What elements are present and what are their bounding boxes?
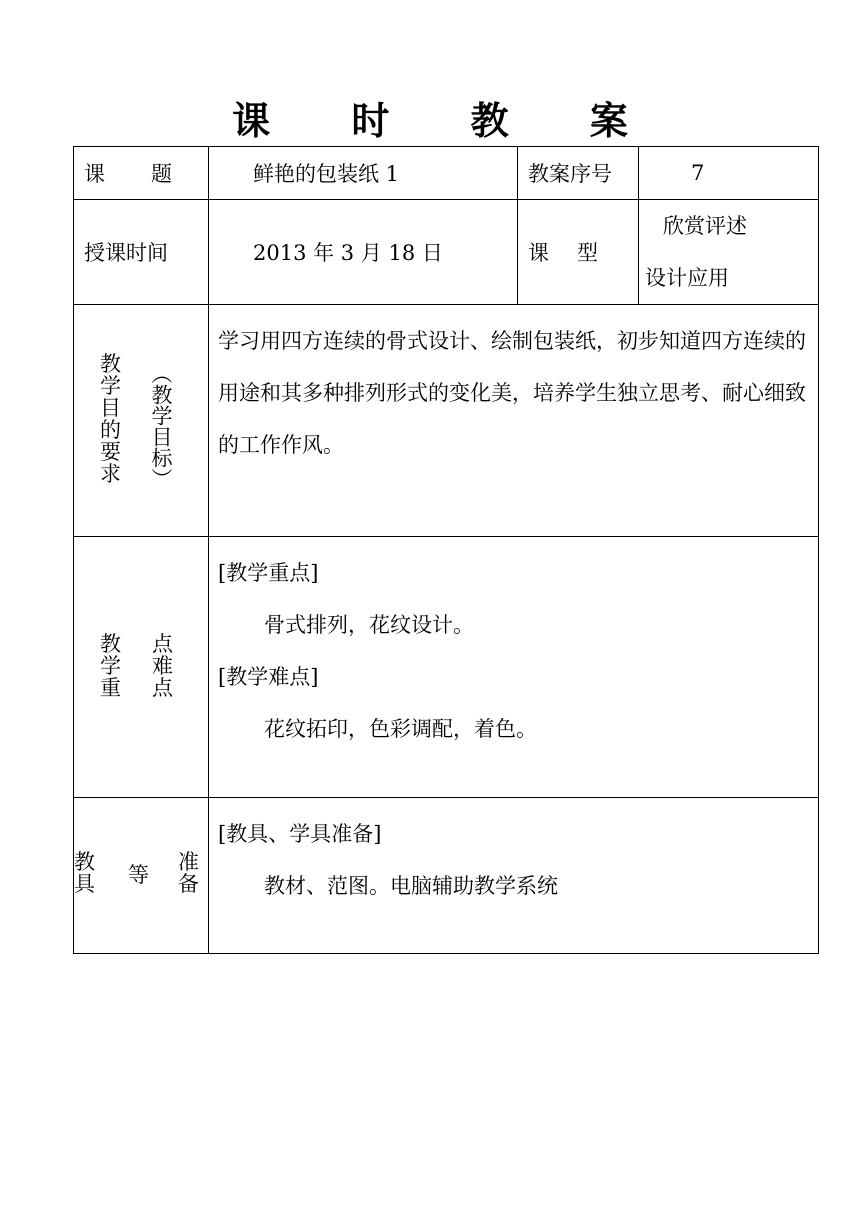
materials-label-mid: 等 xyxy=(128,863,149,887)
materials-content xyxy=(209,798,819,954)
key-points-content xyxy=(209,537,819,798)
materials-label-col3: 准 备 xyxy=(178,850,199,896)
objectives-label-paren: （教学目标） xyxy=(149,363,173,489)
materials-heading: [教具、学具准备] xyxy=(218,822,382,846)
topic-value: 鲜艳的包装纸 1 xyxy=(209,147,518,200)
document-title: 课 时 教 案 xyxy=(232,98,662,143)
topic-label: 课题 xyxy=(74,147,209,200)
key-points-label-col1: 教 学 重 xyxy=(100,632,121,700)
key-points-label xyxy=(74,537,209,798)
key-points-label-col2: 点 难 点 xyxy=(152,632,173,700)
objectives-label-main: 教 学 目 的 要 求 xyxy=(100,352,121,486)
materials-text: 教材、范图。电脑辅助教学系统 xyxy=(264,874,558,898)
materials-label xyxy=(74,798,209,954)
materials-label-col1: 教 具 xyxy=(74,850,95,896)
lesson-type-line2: 设计应用 xyxy=(645,266,729,290)
sequence-value: 7 xyxy=(639,147,819,200)
objectives-label xyxy=(74,305,209,537)
lesson-type-value xyxy=(639,200,819,305)
lesson-type-line1: 欣赏评述 xyxy=(663,214,747,238)
sequence-label: 教案序号 xyxy=(518,147,639,200)
row-objectives xyxy=(74,305,819,537)
difficult-points-heading: [教学难点] xyxy=(218,665,319,689)
row-materials xyxy=(74,798,819,954)
row-time xyxy=(74,200,819,305)
lesson-plan-table xyxy=(73,146,819,954)
row-key-points xyxy=(74,537,819,798)
time-value: 2013 年 3 月 18 日 xyxy=(209,200,518,305)
row-topic xyxy=(74,147,819,200)
lesson-type-label: 课型 xyxy=(518,200,639,305)
key-points-heading: [教学重点] xyxy=(218,561,319,585)
key-points-text: 骨式排列，花纹设计。 xyxy=(264,613,474,637)
time-label: 授课时间 xyxy=(74,200,209,305)
difficult-points-text: 花纹拓印，色彩调配，着色。 xyxy=(264,717,537,741)
objectives-text: 学习用四方连续的骨式设计、绘制包装纸，初步知道四方连续的用途和其多种排列形式的变化美，培养学生独立思考、耐心细致的工作作风。 xyxy=(209,305,819,537)
